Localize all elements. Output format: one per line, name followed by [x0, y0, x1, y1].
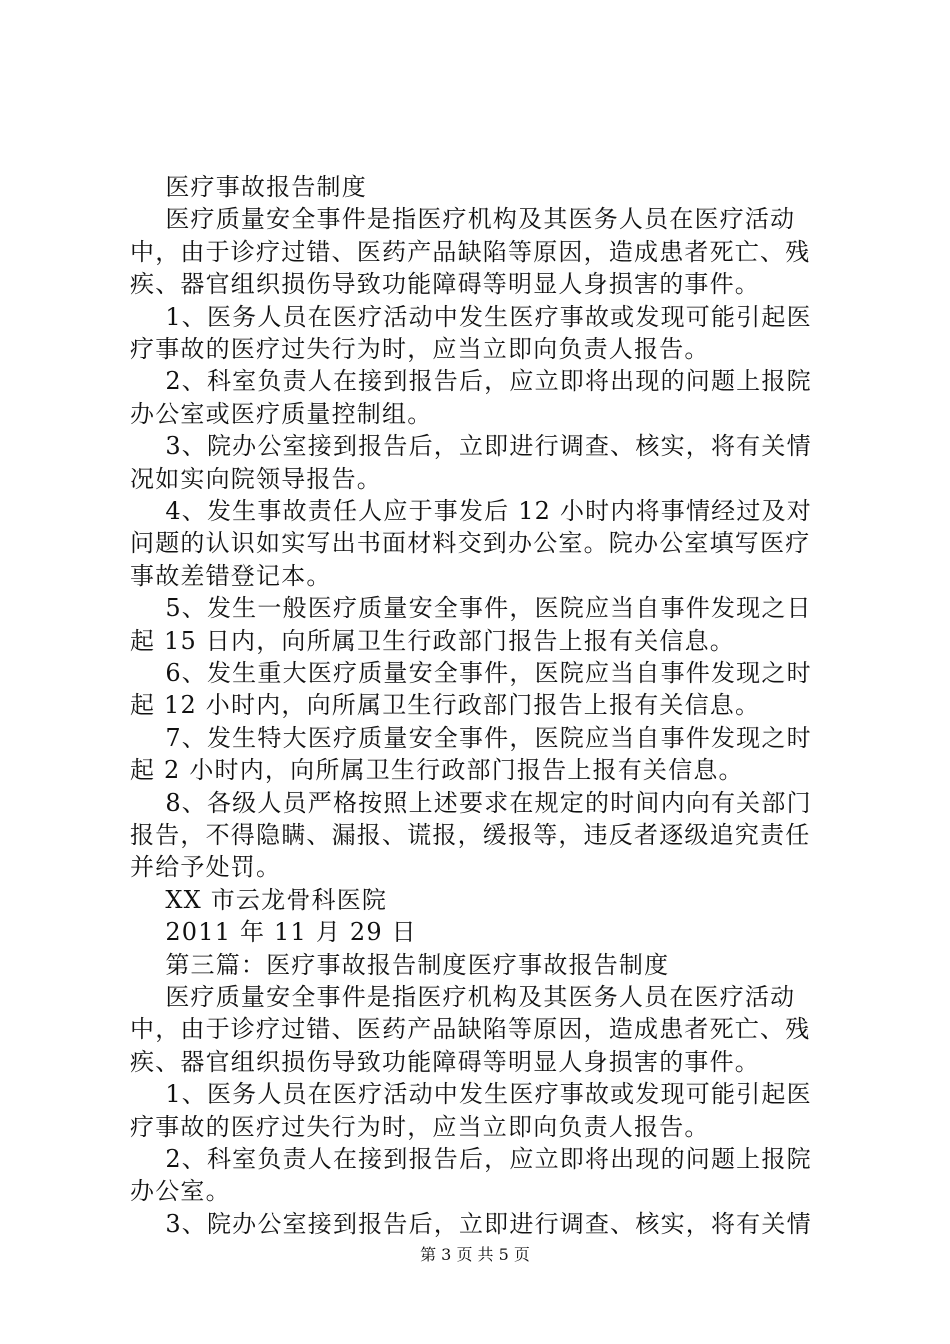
- text-line: XX 市云龙骨科医院: [130, 886, 388, 914]
- text-line: 事故差错登记本。: [130, 562, 332, 590]
- text-line: 7、发生特大医疗质量安全事件，医院应当自事件发现之时: [130, 724, 812, 752]
- text-line: 疾、器官组织损伤导致功能障碍等明显人身损害的事件。: [130, 1048, 760, 1076]
- text-line: 起 12 小时内，向所属卫生行政部门报告上报有关信息。: [130, 691, 761, 719]
- text-line: 8、各级人员严格按照上述要求在规定的时间内向有关部门: [130, 789, 812, 817]
- text-line: 并给予处罚。: [130, 853, 282, 881]
- text-line: 疗事故的医疗过失行为时，应当立即向负责人报告。: [130, 1113, 710, 1141]
- text-line: 中，由于诊疗过错、医药产品缺陷等原因，造成患者死亡、残: [130, 1015, 811, 1043]
- text-line: 医疗质量安全事件是指医疗机构及其医务人员在医疗活动: [130, 205, 796, 233]
- text-line: 1、医务人员在医疗活动中发生医疗事故或发现可能引起医: [130, 1080, 812, 1108]
- text-line: 医疗事故报告制度: [130, 173, 367, 201]
- text-line: 3、院办公室接到报告后，立即进行调查、核实，将有关情: [130, 1210, 812, 1238]
- text-line: 1、医务人员在医疗活动中发生医疗事故或发现可能引起医: [130, 303, 812, 331]
- text-line: 办公室。: [130, 1177, 231, 1205]
- text-line: 第三篇：医疗事故报告制度医疗事故报告制度: [130, 951, 670, 979]
- text-line: 2、科室负责人在接到报告后，应立即将出现的问题上报院: [130, 367, 812, 395]
- text-line: 医疗质量安全事件是指医疗机构及其医务人员在医疗活动: [130, 983, 796, 1011]
- text-line: 起 2 小时内，向所属卫生行政部门报告上报有关信息。: [130, 756, 744, 784]
- page-footer: 第 3 页 共 5 页: [420, 1245, 530, 1264]
- text-line: 中，由于诊疗过错、医药产品缺陷等原因，造成患者死亡、残: [130, 238, 811, 266]
- text-line: 报告，不得隐瞒、漏报、谎报，缓报等，违反者逐级追究责任: [130, 821, 811, 849]
- text-line: 疗事故的医疗过失行为时，应当立即向负责人报告。: [130, 335, 710, 363]
- text-line: 3、院办公室接到报告后，立即进行调查、核实，将有关情: [130, 432, 812, 460]
- text-line: 6、发生重大医疗质量安全事件，医院应当自事件发现之时: [130, 659, 812, 687]
- text-line: 疾、器官组织损伤导致功能障碍等明显人身损害的事件。: [130, 270, 760, 298]
- text-line: 起 15 日内，向所属卫生行政部门报告上报有关信息。: [130, 627, 735, 655]
- text-line: 5、发生一般医疗质量安全事件，医院应当自事件发现之日: [130, 594, 812, 622]
- text-line: 2011 年 11 月 29 日: [130, 918, 417, 946]
- text-line: 2、科室负责人在接到报告后，应立即将出现的问题上报院: [130, 1145, 812, 1173]
- text-line: 况如实向院领导报告。: [130, 465, 382, 493]
- text-line: 4、发生事故责任人应于事发后 12 小时内将事情经过及对: [130, 497, 812, 525]
- text-line: 办公室或医疗质量控制组。: [130, 400, 433, 428]
- text-line: 问题的认识如实写出书面材料交到办公室。院办公室填写医疗: [130, 529, 811, 557]
